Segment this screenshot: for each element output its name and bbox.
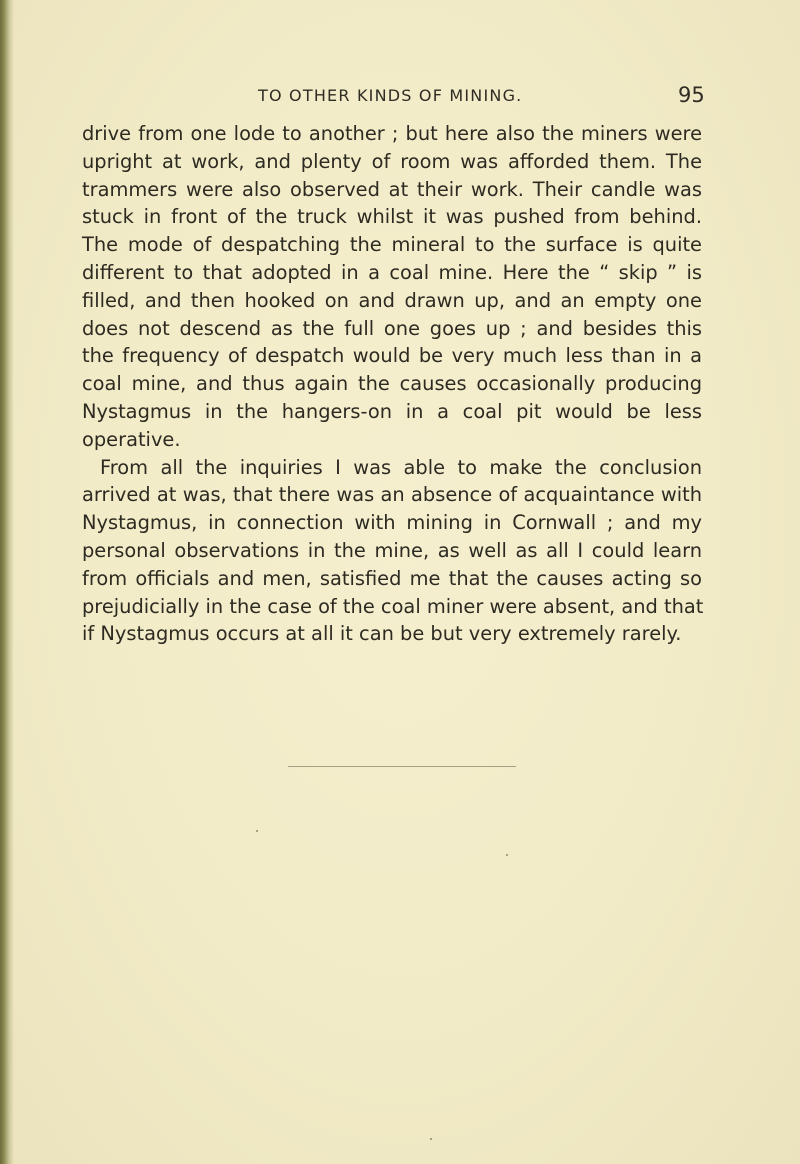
text-line: stuck in front of the truck whilst it was pushed from behind. <box>82 205 702 229</box>
text-line: drive from one lode to another ; but here also the miners were <box>82 122 702 145</box>
running-title: TO OTHER KINDS OF MINING. <box>258 86 523 105</box>
text-line: personal observations in the mine, as well as all I could learn <box>82 538 702 562</box>
text-line: Nystagmus in the hangers-on in a coal pit would be less <box>82 399 702 423</box>
paper-speck <box>256 830 258 832</box>
text-line: operative. <box>82 427 181 451</box>
paper-speck <box>506 854 508 856</box>
text-line: different to that adopted in a coal mine. Here the “ skip ” is <box>82 260 702 284</box>
text-line: upright at work, and plenty of room was afforded them. The <box>82 149 702 173</box>
text-line: the frequency of despatch would be very much less than in a <box>82 344 702 368</box>
page-number: 95 <box>678 83 705 107</box>
text-line: filled, and then hooked on and drawn up, and an empty one <box>82 288 702 312</box>
body-text <box>82 120 702 648</box>
page-binding-edge <box>0 0 14 1164</box>
end-rule <box>288 766 516 767</box>
text-line: if Nystagmus occurs at all it can be but very extremely rarely. <box>82 622 682 646</box>
text-line: From all the inquiries I was able to make the conclusion <box>100 455 702 479</box>
running-header <box>0 83 800 116</box>
text-line: does not descend as the full one goes up ; and besides this <box>82 316 702 340</box>
text-line: arrived at was, that there was an absence of acquaintance with <box>82 483 702 507</box>
text-line: coal mine, and thus again the causes occasionally producing <box>82 372 702 396</box>
text-line: prejudicially in the case of the coal miner were absent, and that <box>82 594 704 618</box>
text-line: trammers were also observed at their work. Their candle was <box>82 177 702 201</box>
text-line: Nystagmus, in connection with mining in Cornwall ; and my <box>82 511 702 535</box>
text-line: from officials and men, satisfied me that the causes acting so <box>82 566 702 590</box>
paper-speck <box>430 1138 432 1140</box>
text-line: The mode of despatching the mineral to the surface is quite <box>82 233 702 257</box>
